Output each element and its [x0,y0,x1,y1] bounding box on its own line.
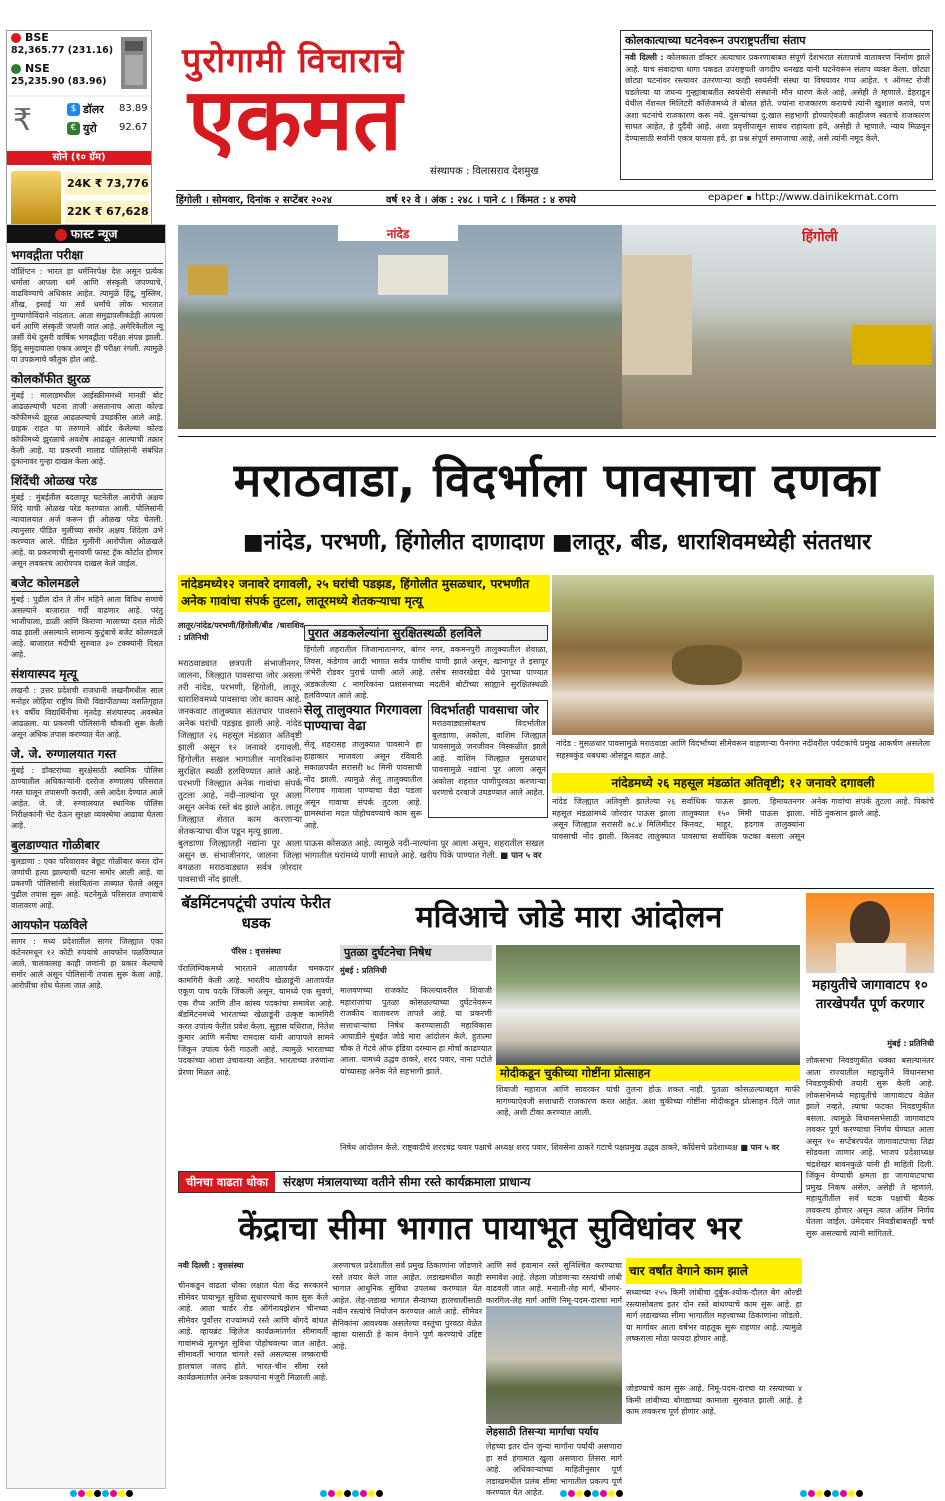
registration-dot [592,1490,599,1497]
sidebar-news-body: मुंबई : पुढील दोन ते तीन महिने आता विविध सणांचे असल्याने बाजारात गर्दी वाढणार आहे. परंतु भाजीपाला, डाळी आणि किराणा मालाच्या दरात मोठी वाढ झाली असल्याने सामान्य कुटुंबाचे बजेट कोलमडले आहे. बाजारात मंदीची सुरुवात ३० टक्क्यांनी दिसत आहे. [11,595,163,659]
sidebar-news-title: संशयास्पद मृत्यू [11,666,163,683]
sidebar-news-title: कोलकॉफीत झुरळ [11,371,163,388]
sidebar-news-body: बुलडाणा : एका परिवारावर बेछूट गोळीबार करत दोन जणांची हत्या झाल्याची घटना समोर आली आहे. या प्रकरणी पोलिसांनी संशयितांना ताब्यात घेतले असून पुढील तपास सुरू आहे. घटनेमुळे परिसरात तणावाचे वातावरण आहे. [11,857,163,910]
registration-dot [110,1490,117,1497]
registration-dot [560,1490,567,1497]
photo-nanded-flood [178,225,622,429]
registration-dot [102,1490,109,1497]
market-box [6,30,152,238]
nse-value: 25,235.90 (83.96) [11,76,107,87]
registration-dot [568,1490,575,1497]
sidebar-news-title: बजेट कोलमडले [11,575,163,592]
registration-dot [328,1490,335,1497]
sidebar-news-item [11,575,163,660]
sidebar-news-item [11,917,163,991]
dollar-label: डॉलर [83,103,104,116]
sub4-title: नांदेडमध्ये २६ महसूल मंडळांत अतिवृष्टी; १२ जनावरे दगावली [552,773,934,793]
bse-value: 82,365.77 (231.16) [11,45,114,56]
registration-dot [576,1490,583,1497]
registration-dot [86,1490,93,1497]
sidebar-news-title: आयफोन पळविले [11,917,163,934]
news-icon [55,229,67,241]
waterfall-caption: नांदेड : मुसळधार पावसामुळे मराठवाडा आणि विदर्भाच्या सीमेवरून वाहणाऱ्या पैनगंगा नदीवरील पर्यटकांचे प्रमुख आकर्षण असलेला सहस्त्रकुंड धबधबा ओसंडून वाहत आहे. [556,739,931,760]
mva-headline: मविआचे जोडे मारा आंदोलन [415,900,723,935]
mva-photo-caption: मोदीकडून चुकीच्या गोष्टींना प्रोत्साहन [496,1065,800,1081]
china-tag: चीनचा वाढता धोका [179,1172,275,1192]
sidebar-news-body: मुंबई : डॉक्टरांच्या सुरक्षेसाठी स्थानिक पोलिस ठाण्यातील अधिकाऱ्यांनी दररोज रुग्णालय परिसरात गस्त घालून तपासणी करावी, असे आदेश देण्यात आले आहेत. जे. जे. रुग्णालयात स्थानिक पोलिस निरीक्षकांनी भेट देऊन सुरक्षा व्यवस्थेचा आढावा घेतला आहे. [11,766,163,830]
registration-dot [800,1490,807,1497]
masthead-title: एकमत [188,70,403,170]
china-headline: केंद्राचा सीमा भागात पायाभूत सुविधांवर भर [238,1209,742,1247]
registration-dot [70,1490,77,1497]
registration-dot [824,1490,831,1497]
registration-dot [832,1490,839,1497]
photo-waterfall [552,575,934,735]
seat-share-body: लोकसभा निवडणुकीत धक्का बसल्यानंतर आता राज्यातील महायुतीने विधानसभा निवडणुकीची तयारी सुरू केली आहे. लोकसभेमध्ये महायुतीचे जागावाटप वेळेत झाले नव्हते, त्याचा फटका निवडणुकीत बसला. त्यामुळे विधानसभेसाठी जागावाटप लवकर पूर्ण करण्याचा निर्णय घेण्यात आला असून १० सप्टेंबरपर्यंत जागावाटपाचा तिढा सोडवला जाणार आहे. भाजप प्रदेशाध्यक्ष चंद्रशेखर बावनकुळे यांनी ही माहिती दिली. जिंकून येण्याची क्षमता हा जागावाटपाचा प्रमुख निकष असेल, असेही ते म्हणाले. महायुतीतील सर्व घटक पक्षांची बैठक लवकरच होणार असून त्यात अंतिम निर्णय घेतला जाईल. उमेदवार निवडीबाबतही चर्चा सुरू असल्याचे त्यांनी सांगितले. [806,1056,934,1238]
photo-hingoli-flood [622,225,936,429]
registration-dot [600,1490,607,1497]
euro-icon: € [67,122,80,135]
china-byline: नवी दिल्ली : वृत्तसंस्था [178,1261,244,1270]
photo-label-nanded: नांदेड [338,225,458,241]
registration-dot [360,1490,367,1497]
sidebar-news-item [11,473,163,569]
mva-body: मालवणच्या राजकोट किल्ल्यावरील शिवाजी महाराजांचा पुतळा कोसळल्याच्या दुर्घटनेवरून राजकीय वातावरण तापले आहे. या प्रकरणी सत्ताधाऱ्यांचा निषेध करण्यासाठी महाविकास आघाडीने मुंबईत जोडे मारा आंदोलन केले. हुतात्मा चौक ते गेटवे ऑफ इंडिया दरम्यान हा मोर्चा काढण्यात आला. यामध्ये उद्धव ठाकरे, शरद पवार, नाना पटोले यांच्यासह अनेक नेते सहभागी झाले. [340,986,492,1076]
founder-line: संस्थापक : विलासराव देशमुख [430,166,539,177]
nse-label: NSE [25,62,50,75]
lead-body-3: पाऊस कोसळत आहे. त्यामुळे नदी-नाल्यांना पूर आला असून, शहरातील सखल भागातील घरांमध्ये पाणी साचले आहे. खरीप पिके पाण्यात गेली. ■ पान ५ वर [304,839,544,861]
registration-dot [344,1490,351,1497]
sidebar-news-title: भगवद्गीता परीक्षा [11,247,163,264]
china-col2: अरुणाचल प्रदेशातील सर्व प्रमुख ठिकाणांना जोडणारे रस्ते तयार केले जात आहेत. लडाखमधील काही भागात आधुनिक सुविधा उपलब्ध करण्यात येत आहेत. लेह-लडाख भागात सैन्याच्या हालचालीसाठी नवीन रस्त्यांचे नियोजन करण्यात आले आहे. सीमेवर सैनिकांना आवश्यक असलेल्या वस्तूंचा पुरवठा वेळेत व्हावा यासाठी हे काम वेगाने पूर्ण करण्याचे उद्दिष्ट आहे. [332,1261,482,1351]
sub4-body: नांदेड जिल्ह्यात अतिवृष्टी झालेल्या २६ महसूल मंडळांमध्ये जोरदार पाऊस झाला असून जिल्ह्यात सरासरी ७८.४ मिलिमीटर पावसाची नोंद झाली. किनवट तालुक्यात सर्वाधिक पाऊस झाला. हिमायतनगर तालुक्यात १५० मिमी पाऊस झाला. किनवट, माहूर, हदगाव तालुक्यांना पावसाचा सर्वाधिक फटका बसला असून अनेक गावांचा संपर्क तुटला आहे. पिकांचे मोठे नुकसान झाले आहे. [552,797,934,841]
registration-dot [336,1490,343,1497]
gold-bars-icon [11,171,61,231]
china-side-title: चार वर्षांत वेगाने काम झाले [626,1258,802,1284]
currency-panel [7,97,151,149]
sub3-title: विदर्भातही पावसाचा जोर [431,703,539,717]
china-col3: आणि सर्व हवामान रस्ते सुनिश्चित करण्याचा समावेश आहे. लेहला जोडणाऱ्या रस्त्यांची लांबी वाढवली जात आहे. मनाली-लेह मार्ग, श्रीनगर-कारगिल-लेह मार्ग आणि निमू-पदम-दारचा मार्ग [486,1261,622,1305]
sub2-body: सेलू शहरासह तालुक्यात पावसाने हा हाहाकार माजवला असून रविवारी सकाळपर्यंत सरासरी ७८ मिमी पावसाची नोंद झाली. त्यामुळे सेलू तालुक्यातील गिरगाव गावाला पाण्याचा वेढा पडला असून गावाचा संपर्क तुटला आहे. ग्रामस्थांना मदत पोहोचवण्याचे काम सुरू आहे. [304,740,422,830]
sensex-panel [7,31,151,95]
registration-dot [848,1490,855,1497]
sidebar-news-item [11,837,163,911]
registration-dot [320,1490,327,1497]
china-photo-caption: लेहसाठी तिसऱ्या मार्गाचा पर्याय [486,1426,622,1440]
rupee-icon: ₹ [13,103,33,138]
sidebar-news-title: शिंदेंची ओळख परेड [11,473,163,490]
sidebar-news-body: लखनौ : उत्तर प्रदेशची राजधानी लखनौमधील साल मनोहर लोहिया राष्ट्रीय विधी विद्यापीठाच्या वसतिगृहात १९ वर्षीय विद्यार्थिनीचा मृतदेह संशयास्पद अवस्थेत आढळला. या प्रकरणी पोलिसांनी चौकशी सुरू केली असून अधिक तपास करण्यात येत आहे. [11,686,163,739]
sidebar-list [11,247,163,1485]
epaper-label[interactable]: epaper ▪ http://www.dainikekmat.com [708,192,899,203]
mva-byline: मुंबई : प्रतिनिधी [340,966,387,975]
dollar-icon: $ [67,103,80,116]
sidebar [6,224,166,1489]
sidebar-news-item [11,666,163,740]
lead-byline: लातूर/नांदेड/परभणी/हिंगोली/बीड /धाराशिव : प्रतिनिधी [178,621,304,642]
registration-dot [94,1490,101,1497]
registration-dot [808,1490,815,1497]
dateline: हिंगोली । सोमवार, दिनांक २ सप्टेंबर २०२४ [176,195,332,206]
mva-photo-body: शिवाजी महाराज आणि सावरकर यांची तुलना होऊ शकत नाही. पुतळा कोसळल्याबद्दल माफी मागण्याऐवजी सत्ताधारी राजकारण करत आहेत. अशा चुकीच्या गोष्टींना मोदीकडून प्रोत्साहन दिले जात आहे, अशी टीका करण्यात आली. [496,1085,800,1117]
bse-icon [11,33,21,43]
badminton-headline: बॅडमिंटनपटूंची उपांत्य फेरीत धडक [181,894,331,932]
registration-dot [78,1490,85,1497]
photo-soldiers-border [486,1306,622,1424]
registration-dot [616,1490,623,1497]
photo-label-hingoli: हिंगोली [802,229,838,245]
china-col1: चीनकडून वाढता धोका लक्षात घेता केंद्र सरकारने सीमेवर पायाभूत सुविधा सुधारण्याचे काम सुरू केले आहे. आता चार्डर रोड ऑर्गनायझेशन चीनच्या सीमेवर पूर्वोत्तर राज्यांमध्ये रस्ते आणि बोगदे बांधत आहे. व्हायब्रंट व्हिलेज कार्यक्रमांतर्गत सीमावर्ती गावांमध्ये मूलभूत सुविधा पोहोचवल्या जात आहेत. सीमावर्ती भागात चांगले रस्ते असल्यास लष्कराची हालचाल जलद होते. भारत-चीन सीमा रस्ते कार्यक्रमांतर्गत अनेक प्रकल्पांना मंजुरी मिळाली आहे. [178,1281,328,1382]
seat-share-byline: मुंबई : प्रतिनिधी [887,1039,934,1048]
china-photo-body: लेहच्या इतर दोन जुन्या मार्गांना पर्यायी असणारा हा सर्व हंगामात खुला असणारा तिसरा मार्ग आहे. अधिकाऱ्यांच्या माहितीनुसार पूर्ण लडाखमधील प्रलंब सीमा भागातील प्रकल्प पूर्ण करण्यात येत आहेत. [486,1442,622,1497]
top-news-title: कोलकात्याच्या घटनेवरून उपराष्ट्रपतींचा संताप [625,34,806,47]
registration-dot [376,1490,383,1497]
sub2-title: सेलू तालुक्यात गिरगावला पाण्याचा वेढा [304,703,422,734]
nse-icon [11,64,21,74]
gold-22k: 22K ₹ 67,628 [65,201,149,223]
top-news-body: नवी दिल्ली : कोलकाता डॉक्टर अत्याचार प्रकरणाबाबत संपूर्ण देशभरात संतापाचे वातावरण निर्माण झाले आहे. याच संवादाचा धागा पकडत उपराष्ट्रपती जगदीप धनखड यांनी घटनेवरून संताप व्यक्त केला. छोट्या छोट्या घटनांवर रस्त्यावर उतरणाऱ्या काही स्वयंसेवी संस्था या विषयावर गप्प आहेत. ९ ऑगस्ट रोजी घडलेल्या या जघन्य गुन्ह्याबाबतीत स्वयंसेवी संस्थांनी मौन धारण केले आहे, असेही ते म्हणाले. डेहराडून येथील नॅशनल मिलिटरी कॉलेजमध्ये ते बोलत होते. ज्यांना राजकारण करायचे त्यांनी खुशाल करावे, पण अशा घटनांचे राजकारण करू नये. दुसऱ्यांच्या दु:खात सहभागी होण्याऐवजी काहीजण स्वतःचे राजकारण साधत आहेत, हे दुर्दैवी आहे. अशा प्रवृत्तींपासून सावध राहायला हवे, असेही ते म्हणाले. न्याय मिळवून देण्यासाठी सर्वांनी एकत्र यायला हवे. हा प्रश्न संपूर्ण समाजाचा आहे, असे त्यांनी नमूद केले. [625,53,931,143]
gold-label: सोने (१० ग्रॅम) [7,151,151,165]
masthead-tagline: पुरोगामी विचाराचे [182,41,405,81]
seat-share-headline: महायुतीचे जागावाटप १० तारखेपर्यंत पूर्ण करणार [812,978,928,1012]
sidebar-news-item [11,371,163,467]
registration-dot [126,1490,133,1497]
china-strap: संरक्षण मंत्रालयाच्या वतीने सीमा रस्ते कार्यक्रमाला प्राधान्य [283,1175,531,1189]
lead-body: मराठवाड्यात छत्रपती संभाजीनगर, जालना, जिल्ह्यात पावसाचा जोर असला तरी नांदेड, परभणी, हिंगोली, लातूर, धाराशिवमध्ये पावसाचा जोर कायम आहे. जनकवाट तालुक्यात संततधार पावसाने अनेक घरांची पडझड झाली आहे. नांदेड जिल्ह्यात २६ महसूल मंडळात अतिवृष्टी झाली असून १२ जनावरे दगावली. हिंगोलीत सखल भागातील नागरिकांना सुरक्षित स्थळी हलविण्यात आले आहे. परभणी जिल्ह्यात अनेक गावांचा संपर्क तुटला आहे, नदी-नाल्यांना पूर आला असून अनेक रस्ते बंद झाले आहेत. लातूर जिल्ह्यात शेतात काम करणाऱ्या शेतकऱ्याचा वीज पडून मृत्यू झाला. [178,659,302,837]
registration-dot [118,1490,125,1497]
china-strap-bar [178,1171,802,1193]
sub3-body: मराठवाड्यासोबतच विदर्भातील बुलडाणा, अकोला, वाशिम जिल्ह्यात पावसामुळे जनजीवन विस्कळीत झाले आहे. वाशिम जिल्ह्यात मुसळधार पावसामुळे नद्यांना पूर आला असून अकोला शहरात पाणीपुरवठा करणाऱ्या धरणाचे दरवाजे उघडण्यात आले आहेत. [432,719,546,797]
issue-info: वर्ष १२ वे । अंक : २४८ । पाने ८ । किंमत : ४ रुपये [386,195,576,206]
bull-icon [117,33,151,93]
registration-dot [840,1490,847,1497]
china-side-body: सध्याच्या २५५ किमी लांबीचा दुर्बुक-श्योक-दौलत बेग ओल्डी रस्त्यासोबतच इतर दोन रस्ते बांधण्याचे काम सुरू आहे. हा मार्ग लडाखच्या सीमा भागातील महत्त्वाच्या ठिकाणांना जोडतो. या मार्गावर आता वर्षभर वाहतूक सुरू राहणार आहे. त्यामुळे लष्कराला मोठा फायदा होणार आहे. [626,1288,802,1343]
lead-deck: नांदेडमध्ये१२ जनावरे दगावली, २५ घरांची पडझड, हिंगोलीत मुसळधार, परभणीत अनेक गावांचा संपर्क तुटला, लातूरमध्ये शेतकऱ्याचा मृत्यू [178,575,550,612]
sidebar-news-body: सागर : मध्य प्रदेशातील सागर जिल्ह्यात एका कंटेनरमधून १२ कोटी रुपयांचे आयफोन पळविण्यात आले. चालकासह काही जणांनी हा प्रकार केल्याचे समोर आले असून पोलिसांनी तपास सुरू केला आहे. आरोपींचा शोध घेतला जात आहे. [11,937,163,990]
sub3-box [428,700,548,818]
registration-dot [368,1490,375,1497]
sub1-body: हिंगोली शहरातील जिजामातानगर, बांगर नगर, वकमनपुरी तालुक्यातील शेवाळा, तिवस, कंडेगाव आदी भागात सर्वत्र पाणीच पाणी झाले असून, खानापूर ते इसापूर अंभेरी रोडवर पुराचे पाणी आले आहे. तसेच सावरखेडा येथे पुराच्या पाण्यात अडकलेल्या ८ नागरिकांना प्रशासनाच्या मदतीने बोटीच्या साह्याने सुरक्षितस्थळी हलविण्यात आले आहे. [304,645,548,700]
bse-label: BSE [25,31,49,44]
badminton-byline: पॅरिस : वृत्तसंस्था [231,947,281,956]
sidebar-news-body: मुंबई : मालाडमधील आईस्क्रीममध्ये मानवी बोट आढळल्याची घटना ताजी असतानाच आता कोल्ड कॉफीमध्ये झुरळ आढळल्याचे उघडकीस आले आहे. ग्राहक राहत या तरुणाने ऑर्डर केलेल्या कोल्ड कॉफीमध्ये झुरळाचे अवशेष आढळून आल्याची तक्रार केली आहे. या प्रकरणी मालाड पोलिसांनी संबंधित दुकानावर गुन्हा दाखल केला आहे. [11,391,163,466]
registration-dot [584,1490,591,1497]
sidebar-news-title: बुलडाण्यात गोळीबार [11,837,163,854]
sidebar-news-item [11,247,163,365]
registration-dot [608,1490,615,1497]
dateline-bar [176,190,936,206]
lead-body-2: बुलडाणा जिल्ह्यातही नद्यांना पूर आला असून छ. संभाजीनगर, जालना जिल्हा वगळता मराठवाड्यात सर्वत्र जोरदार पावसाची नोंद झाली. [178,839,302,885]
badminton-body: पॅरालिम्पिकमध्ये भारताने आतापर्यंत चमकदार कामगिरी केली आहे. भारतीय खेळाडूंनी आतापर्यंत एकूण पाच पदके जिंकली असून, यामध्ये एक सुवर्ण, एक रौप्य आणि तीन कांस्य पदकांचा समावेश आहे. बॅडमिंटनमध्ये भारताच्या खेळाडूंनी उत्कृष्ट कामगिरी करत उपांत्य फेरीत प्रवेश केला. सुहास यथिराज, नितेश कुमार आणि मनीषा रामदास यांनी आपापले सामने जिंकून उपांत्य फेरी गाठली आहे. त्यामुळे भारताच्या पदकांच्या आशा उंचावल्या आहेत. भारताच्या तरुणांना प्रेरणा मिळत आहे. [178,964,334,1077]
sidebar-news-item [11,746,163,831]
lead-headline: मराठवाडा, विदर्भाला पावसाचा दणका [233,453,881,507]
photo-politician [806,893,934,973]
sidebar-news-body: मुंबई : मुंबईतील बदलापूर घटनेतील आरोपी अक्षय शिंदे याची ओळख परेड करण्यात आली. पोलिसांनी न्यायालयात अर्ज करून ही ओळख परेड घेतली. त्यानुसार पीडित मुलींच्या समोर अक्षय शिंदेला उभे करण्यात आले. पीडित मुलींनी आरोपीला ओळखले आहे. या प्रकरणाची सुनावणी फास्ट ट्रॅक कोर्टात होणार असून लवकरच आरोपपत्र दाखल केले जाईल. [11,493,163,568]
gold-24k: 24K ₹ 73,776 [65,173,149,195]
sub1-title: पुरात अडकलेल्यांना सुरक्षितस्थळी हलविले [304,625,548,641]
mva-end: निषेध आंदोलन केले. राष्ट्रवादीचे शरदचंद्र पवार पक्षाचे अध्यक्ष शरद पवार, शिवसेना ठाकरे गटाचे पक्षप्रमुख उद्धव ठाकरे, काँग्रेसचे प्रदेशाध्यक्ष ■ पान ५ वर [340,1143,780,1152]
china-side-body-2: जोडण्याचे काम सुरू आहे. निमू-पदम-दारचा या रस्त्याच्या ४ किमी लांबीच्या बोगद्याच्या कामाला सुरुवात झाली आहे. हे काम लवकरच पूर्ण होणार आहे. [626,1384,802,1416]
lead-subhead: ■नांदेड, परभणी, हिंगोलीत दाणादाण ■लातूर, बीड, धाराशिवमध्येही संततधार [242,530,872,555]
registration-dot [856,1490,863,1497]
dollar-value: 83.89 [119,103,148,114]
registration-dot [352,1490,359,1497]
registration-marks [0,1488,945,1501]
mva-subtitle: पुतळा दुर्घटनेचा निषेध [340,945,492,961]
photo-mva-protest [496,945,800,1065]
sidebar-header: फास्ट न्यूज [7,225,165,243]
registration-dot [816,1490,823,1497]
top-news-box [620,30,933,180]
sidebar-news-body: वॉशिंग्टन : भारत हा धर्मनिरपेक्ष देश असून प्रत्येक धर्माला आपला धर्म आणि संस्कृती जपण्याचे, वाढविण्याचे अधिकार आहेत. त्यामुळे हिंदू, मुस्लिम, शीख, इसाई या सर्व धर्मांचे लोक भारतात गुण्यागोविंदाने नांदतात. आता समुद्रापलीकडेही आपला धर्म आणि संस्कृती जपली जात आहे. अमेरिकेतील न्यू जर्सी येथे दुसरी वार्षिक भगवद्गीता परीक्षा संपन्न झाली. हिंदू समुदायाला एकत्र आणून ही परीक्षा रंगली. त्यामुळे या उपक्रमाचे कौतुक होत आहे. [11,267,163,364]
euro-label: युरो [83,122,97,135]
sidebar-news-title: जे. जे. रुग्णालयात गस्त [11,746,163,763]
euro-value: 92.67 [119,122,148,133]
